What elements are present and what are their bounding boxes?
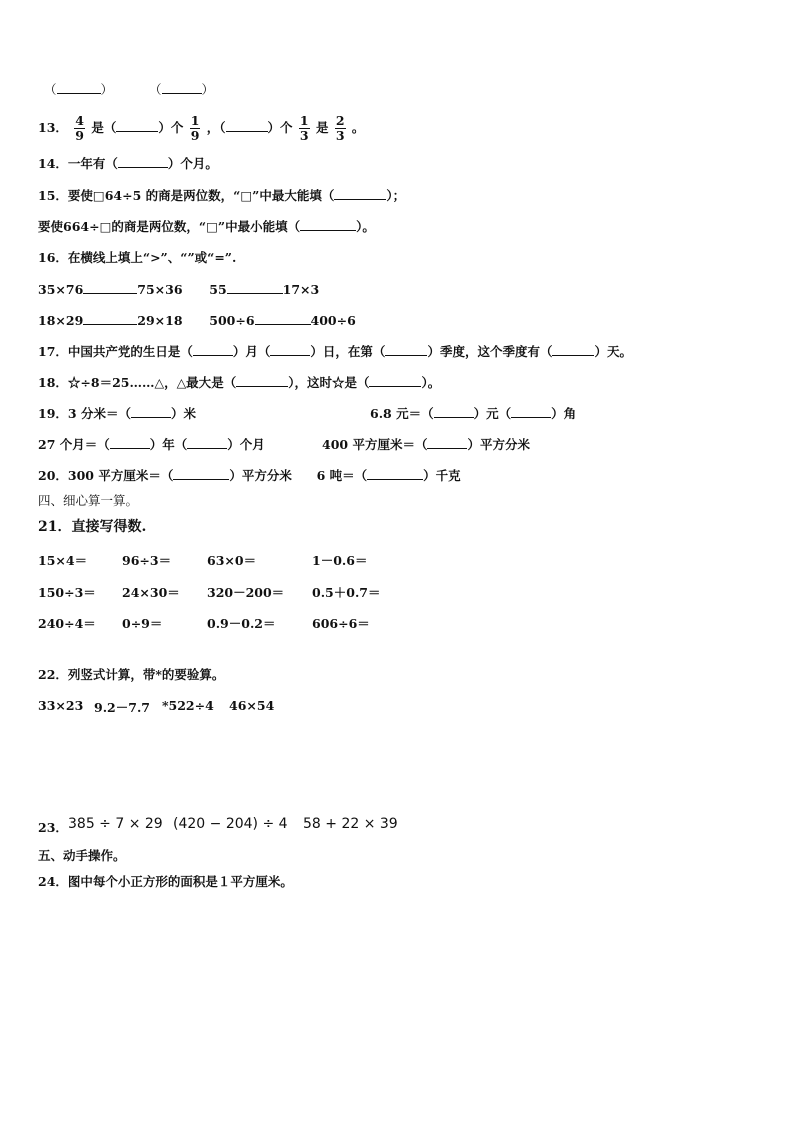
- compare-blank[interactable]: [83, 313, 137, 325]
- question-21-title: 21．直接写得数.: [38, 519, 147, 535]
- question-19-a: 19．3 分米＝（ ）米: [38, 406, 196, 421]
- section-5-heading: 五、动手操作。: [38, 848, 126, 863]
- answer-blank[interactable]: [270, 344, 310, 356]
- oral-calc-item: 320－200＝: [207, 585, 285, 600]
- question-19-b: 6.8 元＝（ ）元（ ）角: [370, 406, 577, 421]
- answer-blank[interactable]: [193, 344, 233, 356]
- answer-blank[interactable]: [369, 375, 421, 387]
- answer-blank[interactable]: [300, 219, 356, 231]
- answer-blank[interactable]: [236, 375, 288, 387]
- answer-blank[interactable]: [434, 406, 474, 418]
- question-19-d: 400 平方厘米＝（ ）平方分米: [322, 437, 530, 452]
- oral-calc-item: 0.5＋0.7＝: [312, 585, 381, 600]
- answer-blank[interactable]: [131, 406, 171, 418]
- vertical-calc-item: 9.2－7.7: [94, 700, 150, 715]
- compare-blank[interactable]: [83, 282, 137, 294]
- question-18: 18．☆÷8＝25……△，△最大是（ ），这时☆是（ ）。: [38, 375, 441, 390]
- fraction: $\frac{2}{3}$: [335, 113, 345, 143]
- question-15-line-2: 要使664÷□的商是两位数，“□”中最小能填（ ）。: [38, 219, 375, 234]
- oral-calc-item: 0.9－0.2＝: [207, 616, 276, 631]
- vertical-calc-item: 33×23: [38, 698, 84, 713]
- section-4-heading: 四、细心算一算。: [38, 493, 139, 508]
- oral-calc-item: 24×30＝: [122, 585, 180, 600]
- answer-blank[interactable]: [367, 468, 423, 480]
- question-17: 17．中国共产党的生日是（ ）月（ ）日，在第（ ）季度，这个季度有（ ）天。: [38, 344, 632, 359]
- oral-calc-item: 1－0.6＝: [312, 553, 368, 568]
- top-blanks-line: （ ） （ ）: [44, 82, 215, 97]
- answer-blank[interactable]: [116, 120, 158, 132]
- vertical-calc-item: *522÷4: [162, 698, 214, 713]
- oral-calc-item: 0÷9＝: [122, 616, 163, 631]
- question-13: 13． $\frac{4}{9}$ 是（ ）个 $\frac{1}{9}$ ，（ ）个 $\frac{1}{3}$ 是 $\frac{2}{3}$ 。: [38, 113, 365, 143]
- expression: (420 − 204) ÷ 4: [173, 816, 288, 832]
- question-23-number: 23．: [38, 820, 68, 835]
- question-16: 16．在横线上填上“>”、“”或“=”.: [38, 250, 237, 265]
- expression: 58 + 22 × 39: [303, 816, 398, 832]
- answer-blank[interactable]: [511, 406, 551, 418]
- compare-blank[interactable]: [227, 282, 283, 294]
- fraction: $\frac{1}{9}$: [190, 113, 200, 143]
- oral-calc-item: 240÷4＝: [38, 616, 96, 631]
- question-15-line-1: 15．要使□64÷5 的商是两位数，“□”中最大能填（ ）；: [38, 188, 406, 203]
- vertical-calc-item: 46×54: [229, 698, 275, 713]
- question-20: 20．300 平方厘米＝（ ）平方分米 6 吨＝（ ）千克: [38, 468, 461, 483]
- question-16-row-1: 35×76 75×36 55 17×3: [38, 282, 320, 297]
- oral-calc-item: 606÷6＝: [312, 616, 370, 631]
- answer-blank[interactable]: [427, 437, 467, 449]
- question-16-row-2: 18×29 29×18 500÷6 400÷6: [38, 313, 356, 328]
- fraction: $\frac{4}{9}$: [75, 113, 84, 143]
- answer-blank[interactable]: [173, 468, 229, 480]
- answer-blank[interactable]: [110, 437, 150, 449]
- answer-blank[interactable]: [118, 156, 168, 168]
- question-22-title: 22．列竖式计算，带*的要验算。: [38, 667, 225, 682]
- oral-calc-item: 96÷3＝: [122, 553, 172, 568]
- expression: 385 ÷ 7 × 29: [68, 816, 163, 832]
- answer-blank[interactable]: [552, 344, 594, 356]
- oral-calc-item: 15×4＝: [38, 553, 88, 568]
- answer-blank[interactable]: [226, 120, 268, 132]
- answer-blank[interactable]: [162, 82, 202, 94]
- question-19-c: 27 个月＝（ ）年（ ）个月: [38, 437, 265, 452]
- oral-calc-item: 63×0＝: [207, 553, 257, 568]
- question-14: 14．一年有（ ）个月。: [38, 156, 218, 171]
- oral-calc-item: 150÷3＝: [38, 585, 96, 600]
- question-24: 24．图中每个小正方形的面积是１平方厘米。: [38, 874, 293, 889]
- answer-blank[interactable]: [334, 188, 386, 200]
- answer-blank[interactable]: [57, 82, 101, 94]
- answer-blank[interactable]: [385, 344, 427, 356]
- fraction: $\frac{1}{3}$: [299, 113, 309, 143]
- compare-blank[interactable]: [255, 313, 311, 325]
- answer-blank[interactable]: [187, 437, 227, 449]
